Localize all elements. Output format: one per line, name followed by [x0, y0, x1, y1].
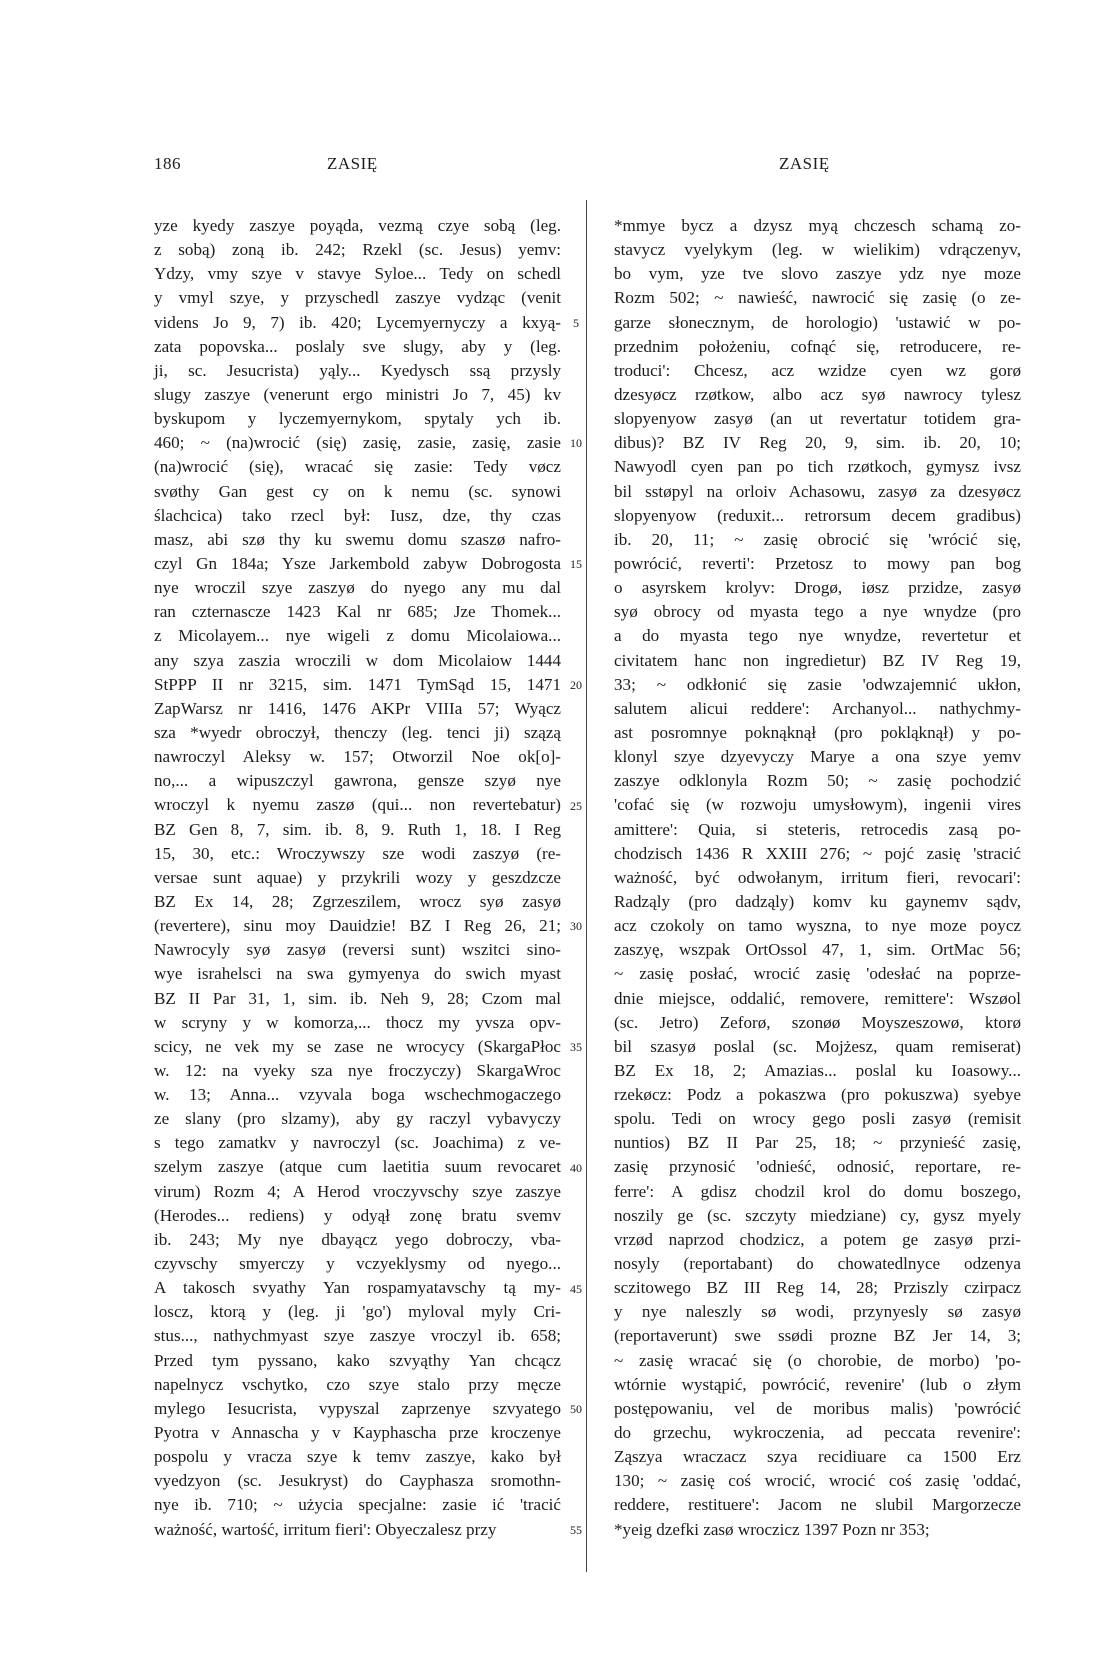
text-line: sczitowego BZ III Reg 14, 28; Prziszly czirpacz	[614, 1278, 1021, 1298]
text-line: a do myasta tego nye wnydze, revertetur et	[614, 626, 1021, 646]
text-line: 460; ~ (na)wrocić (się) zasię, zasie, zasię, zasie	[154, 433, 561, 453]
text-line: mylego Iesucrista, vypyszal zaprzenye szvyatego	[154, 1398, 561, 1418]
text-line: wroczyl k nyemu zaszø (qui... non revertebatur)	[154, 795, 561, 815]
text-line: przednim położeniu, cofnąć się, retroducere, re-	[614, 336, 1021, 356]
text-line: reddere, restituere': Jacom ne slubil Margorzecze	[614, 1495, 1021, 1515]
text-line: ślachcica) tako rzecl był: Iusz, dze, thy czas	[154, 505, 561, 525]
text-line: BZ II Par 31, 1, sim. ib. Neh 9, 28; Czom mal	[154, 988, 561, 1008]
text-line: bo vym, yze tve slovo zaszye ydz nye moze	[614, 264, 1021, 284]
text-line: ~ zasię wracać się (o chorobie, de morbo) 'po-	[614, 1350, 1021, 1370]
text-line: chodzisch 1436 R XXIII 276; ~ pojć zasię 'stracić	[614, 843, 1021, 863]
text-line: spolu. Tedi on wrocy gego posli zasyø (remisit	[614, 1109, 1021, 1129]
text-line: *mmye bycz a dzysz myą chczesch schamą zo-	[614, 216, 1021, 235]
running-head-left: ZASIĘ	[327, 154, 378, 173]
text-line: scicy, ne vek my se zase ne wrocycy (SkargaPłoc	[154, 1036, 561, 1056]
text-line: masz, abi szø thy ku swemu domu szaszø nafro-	[154, 529, 561, 549]
column-divider	[586, 200, 587, 1572]
text-line: w. 12: na vyeky sza nye froczyczy) SkargaWroc	[154, 1060, 561, 1080]
text-line: loscz, ktorą y (leg. ji 'go') myloval myly Cri-	[154, 1302, 561, 1322]
text-line: virum) Rozm 4; A Herod vroczyvschy szye zaszye	[154, 1181, 561, 1201]
page-number: 186	[154, 154, 181, 173]
text-line: (reportaverunt) swe ssødi prozne BZ Jer 14, 3;	[614, 1326, 1021, 1346]
text-line: civitatem hanc non ingredietur) BZ IV Reg 19,	[614, 650, 1021, 670]
text-line: no,... a wipuszczyl gawrona, gensze szyø nye	[154, 771, 561, 791]
text-line: ib. 243; My nye dbayącz yego dobroczy, vba-	[154, 1229, 561, 1249]
text-line: do grzechu, wykroczenia, ad peccata revenire':	[614, 1423, 1021, 1443]
text-line: noszily ge (sc. szczyty miedziane) cy, gysz myely	[614, 1205, 1021, 1225]
text-line: nuntios) BZ II Par 25, 18; ~ przynieść zasię,	[614, 1133, 1021, 1153]
line-number: 5	[573, 315, 579, 330]
text-line: vrzød naprzod chodzicz, a potem ge zasyø przi-	[614, 1229, 1021, 1249]
text-line: nawroczyl Aleksy w. 157; Otworzil Noe ok[o]-	[154, 747, 561, 767]
text-line: bil szasyø poslal (sc. Mojżesz, quam remiserat)	[614, 1036, 1021, 1056]
text-line: zaszye odklonyla Rozm 50; ~ zasię pochodzić	[614, 771, 1021, 791]
text-line: 'cofać się (w rozwoju umysłowym), ingenii vires	[614, 795, 1021, 815]
text-line: czyvschy smyerczy y vczyeklysmy od nyego...	[154, 1254, 561, 1274]
text-line: pospolu y vracza szye k temv zaszye, kako był	[154, 1447, 561, 1467]
line-number: 55	[570, 1523, 582, 1538]
text-line: Rozm 502; ~ nawieść, nawrocić się zasię (o ze-	[614, 288, 1021, 308]
running-head-right: ZASIĘ	[779, 154, 830, 173]
text-line: ważność, być odwołanym, irritum fieri, revocari':	[614, 867, 1021, 887]
text-line: czyl Gn 184a; Ysze Jarkembold zabyw Dobrogosta	[154, 553, 561, 573]
line-number: 45	[570, 1281, 582, 1296]
text-line: nye ib. 710; ~ użycia specjalne: zasie ić 'tracić	[154, 1495, 561, 1515]
text-line: ~ zasię posłać, wrocić zasię 'odesłać na poprze-	[614, 964, 1021, 984]
text-line: (revertere), sinu moy Dauidzie! BZ I Reg 26, 21;	[154, 916, 561, 936]
text-line: any szya zaszia wroczili w dom Micolaiow 1444	[154, 650, 561, 670]
line-number: 35	[570, 1040, 582, 1055]
text-line: yze kyedy zaszye poyąda, vezmą czye sobą (leg.	[154, 216, 561, 235]
text-line: ważność, wartość, irritum fieri': Obyeczalesz przy	[154, 1519, 497, 1539]
text-line: (Herodes... rediens) y odyął zonę bratu svemv	[154, 1205, 561, 1225]
text-line: 33; ~ odkłonić się zasie 'odwzajemnić ukłon,	[614, 674, 1021, 694]
text-line: w. 13; Anna... vzyvala boga wschechmogaczego	[154, 1085, 561, 1105]
text-line: stus..., nathychmyast szye zaszye vroczyl ib. 658;	[154, 1326, 561, 1346]
text-line: vyedzyon (sc. Jesukryst) do Cayphasza sromothn-	[154, 1471, 561, 1491]
text-line: klonyl szye dzyevyczy Marye a ona szye yemv	[614, 747, 1021, 767]
text-line: Nawrocyly syø zasyø (reversi sunt) wszitci sino-	[154, 940, 561, 960]
text-line: ZapWarsz nr 1416, 1476 AKPr VIIIa 57; Wyącz	[154, 698, 561, 718]
text-line: dibus)? BZ IV Reg 20, 9, sim. ib. 20, 10;	[614, 433, 1021, 453]
text-line: Ząszya wraczacz szya recidiuare ca 1500 Erz	[614, 1447, 1021, 1467]
text-line: s tego zamatkv y navroczyl (sc. Joachima) z ve-	[154, 1133, 561, 1153]
text-line: dzesyøcz rzøtkow, albo acz syø nawrocy tylesz	[614, 384, 1021, 404]
line-number: 20	[570, 677, 582, 692]
text-line: (sc. Jetro) Zeforø, szonøø Moyszeszowø, ktorø	[614, 1012, 1021, 1032]
text-line: nye wroczil szye zaszyø do nyego any mu dal	[154, 578, 561, 598]
text-line: z Micolayem... nye wigeli z domu Micolaiowa...	[154, 626, 561, 646]
text-line: zasię przynosić 'odnieść, odnosić, reportare, re-	[614, 1157, 1021, 1177]
line-number: 10	[570, 436, 582, 451]
right-column	[614, 214, 1021, 1542]
text-line: napelnycz vschytko, czo szye stalo przy męcze	[154, 1374, 561, 1394]
line-number: 15	[570, 557, 582, 572]
text-line: ferre': A gdisz chodzil krol do domu boszego,	[614, 1181, 1021, 1201]
text-line: slugy zaszye (venerunt ergo ministri Jo 7, 45) kv	[154, 384, 561, 404]
text-line: garze słonecznym, de horologio) 'ustawić w po-	[614, 312, 1021, 332]
text-line: bil sstøpyl na orloiv Achasowu, zasyø za dzesyøcz	[614, 481, 1021, 501]
text-line: rzekøcz: Podz a pokaszwa (pro pokuszwa) syebye	[614, 1085, 1021, 1105]
text-line: BZ Ex 14, 28; Zgrzeszilem, wrocz syø zasyø	[154, 891, 561, 911]
text-line: o asyrskem krolyv: Drogø, iøsz przidze, zasyø	[614, 578, 1021, 598]
text-line: 15, 30, etc.: Wroczywszy sze wodi zaszyø (re-	[154, 843, 561, 863]
left-column	[154, 214, 561, 1542]
text-line: BZ Gen 8, 7, sim. ib. 8, 9. Ruth 1, 18. I Reg	[154, 819, 561, 839]
text-line: postępowaniu, vel de moribus malis) 'powrócić	[614, 1398, 1021, 1418]
text-line: svøthy Gan gest cy on k nemu (sc. synowi	[154, 481, 561, 501]
text-line: amittere': Quia, si steteris, retrocedis zasą po-	[614, 819, 1021, 839]
text-line: w scryny y w komorza,... thocz my yvsza opv-	[154, 1012, 561, 1032]
line-number: 50	[570, 1402, 582, 1417]
text-line: ran czternascze 1423 Kal nr 685; Jze Thomek...	[154, 602, 561, 622]
text-line: 130; ~ zasię coś wrocić, wrocić coś zasię 'oddać,	[614, 1471, 1021, 1491]
text-line: A takosch svyathy Yan rospamyatavschy tą my-	[154, 1278, 561, 1298]
text-line: Nawyodl cyen pan po tich rzøtkoch, gymysz ivsz	[614, 457, 1021, 477]
text-line: y vmyl szye, y przyschedl zaszye vydząc (venit	[154, 288, 561, 308]
text-line: videns Jo 9, 7) ib. 420; Lycemyernyczy a kxyą-	[154, 312, 561, 332]
line-number: 40	[570, 1160, 582, 1175]
text-line: Radząly (pro dadząly) komv ku gaynemv sądv,	[614, 891, 1021, 911]
text-line: ast posromnye poknąknął (pro pokląknął) y po-	[614, 722, 1021, 742]
text-line: salutem alicui reddere': Archanyol... nathychmy-	[614, 698, 1021, 718]
line-number: 25	[570, 798, 582, 813]
text-line: *yeig dzefki zasø wroczicz 1397 Pozn nr 353;	[614, 1519, 930, 1539]
text-line: acz czokoly on tamo wyszna, to nye moze poycz	[614, 916, 1021, 936]
text-line: sza *wyedr obroczył, thenczy (leg. tenci ji) szązą	[154, 722, 561, 742]
text-line: z sobą) zoną ib. 242; Rzekl (sc. Jesus) yemv:	[154, 240, 561, 260]
text-line: BZ Ex 18, 2; Amazias... poslal ku Ioasowy...	[614, 1060, 1021, 1080]
text-line: stavycz vyelykym (leg. w wielikim) vdrączenyv,	[614, 240, 1021, 260]
text-line: zata popovska... poslaly sve slugy, aby y (leg.	[154, 336, 561, 356]
text-line: y nye naleszly sø wodi, przynyesly sø zasyø	[614, 1302, 1021, 1322]
line-number: 30	[570, 919, 582, 934]
text-line: ib. 20, 11; ~ zasię obrocić się 'wrócić się,	[614, 529, 1021, 549]
text-line: ji, sc. Jesucrista) yąly... Kyedysch ssą przysly	[154, 360, 561, 380]
text-line: slopyenyow (reduxit... retrorsum decem gradibus)	[614, 505, 1021, 525]
text-line: zaszyę, wszpak OrtOssol 47, 1, sim. OrtMac 56;	[614, 940, 1021, 960]
text-line: dnie miejsce, oddalić, removere, remittere': Wszøol	[614, 988, 1021, 1008]
text-line: byskupom y lyczemyernykom, spytaly ych ib.	[154, 409, 561, 429]
text-line: troduci': Chcesz, acz wzidze cyen wz gorø	[614, 360, 1021, 380]
text-line: syø obrocy od myasta tego a nye wnydze (pro	[614, 602, 1021, 622]
text-line: wye israhelsci na swa gymyenya do swich myast	[154, 964, 561, 984]
text-line: Ydzy, vmy szye v stavye Syloe... Tedy on schedl	[154, 264, 561, 284]
text-line: powrócić, reverti': Przetosz to mowy pan bog	[614, 553, 1021, 573]
text-line: (na)wrocić (się), wracać się zasie: Tedy vøcz	[154, 457, 561, 477]
text-line: Przed tym pyssano, kako szvyąthy Yan chcącz	[154, 1350, 561, 1370]
text-line: StPPP II nr 3215, sim. 1471 TymSąd 15, 1471	[154, 674, 561, 694]
text-line: szelym zaszye (atque cum laetitia suum revocaret	[154, 1157, 561, 1177]
text-line: slopyenyow zasyø (an ut revertatur totidem gra-	[614, 409, 1021, 429]
text-line: ze slany (pro slzamy), aby gy raczyl vybavyczy	[154, 1109, 561, 1129]
text-line: wtórnie wystąpić, powrócić, revenire' (lub o złym	[614, 1374, 1021, 1394]
text-line: Pyotra v Annascha y v Kayphascha prze kroczenye	[154, 1423, 561, 1443]
text-line: nosyly (reportabant) do chowatedlnyce odzenya	[614, 1254, 1021, 1274]
text-line: versae sunt aquae) y przykrili wozy y geszdzcze	[154, 867, 561, 887]
